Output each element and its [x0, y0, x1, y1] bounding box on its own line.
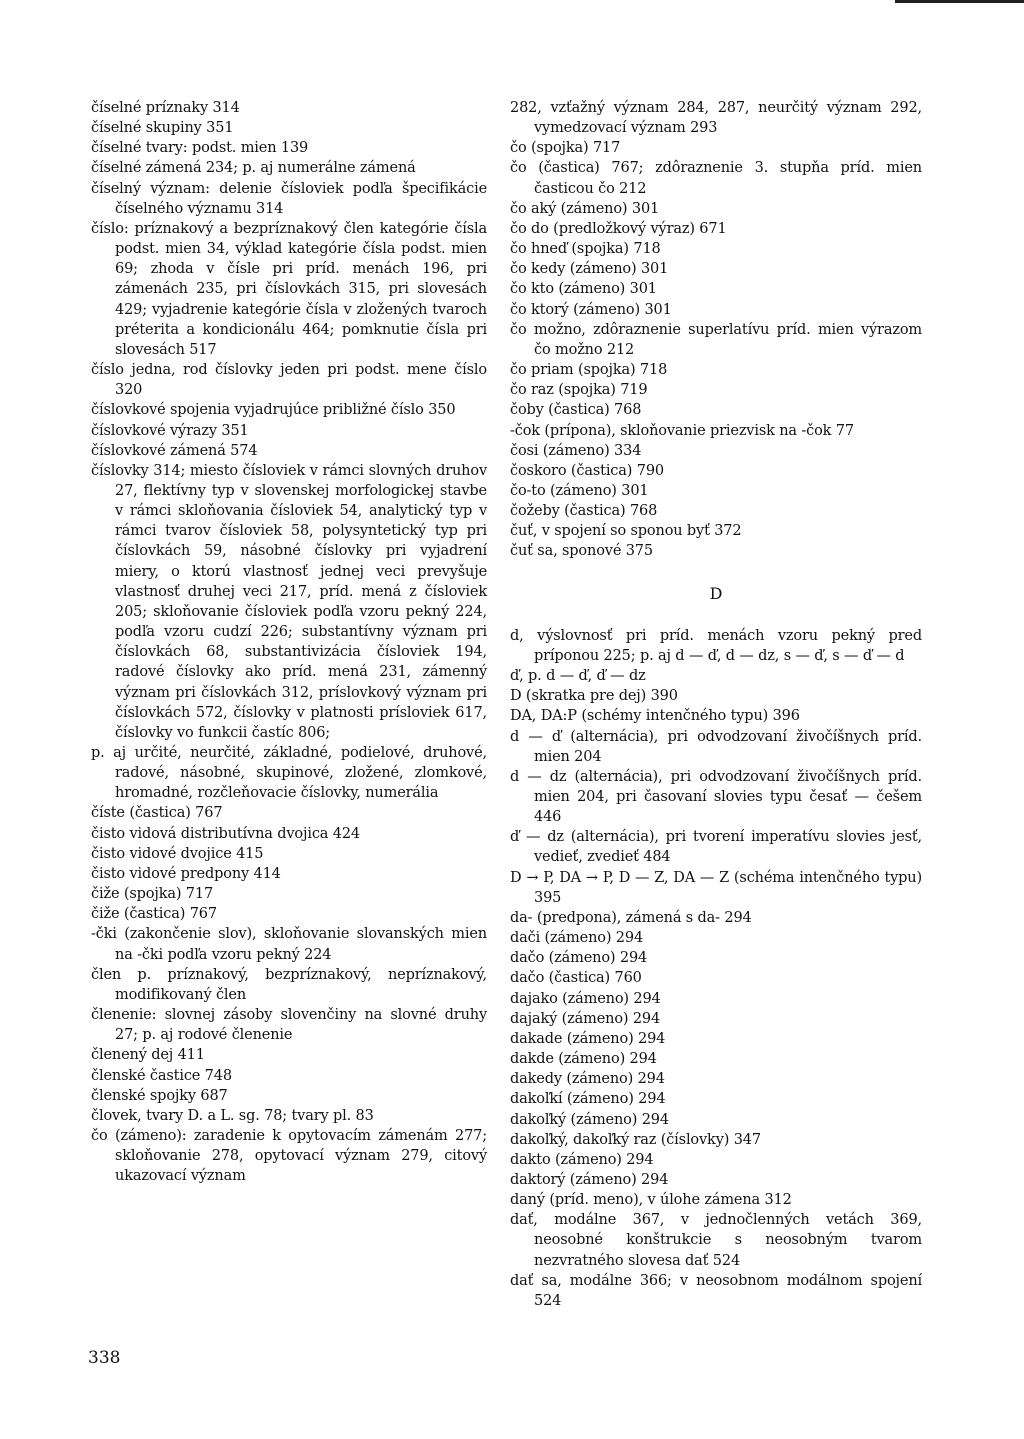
index-entry: čo raz (spojka) 719: [510, 382, 648, 399]
scan-edge-mark: [895, 0, 1024, 3]
right-column: [510, 98, 922, 1311]
index-entry: číslovky 314; miesto čísloviek v rámci slovných druhov 27, flektívny typ v slovenskej morfologickej stavbe v rámci skloňovania čísloviek 54, analytický typ v rámci tvarov čísloviek 58, polysyntetický typ pri číslovkách 59, násobné číslovky pri vyjadrení miery, o ktorú vlastnosť jednej veci prevyšuje vlastnosť druhej veci 217, príd. mená z čísloviek 205; skloňovanie čísloviek podľa vzoru pekný 224, podľa vzoru cudzí 226; substantívny význam pri číslovkách 68, substantivizácia čísloviek 194, radové číslovky ako príd. mená 231, zámenný význam pri číslovkách 312, príslovkový význam pri číslovkách 572, číslovky v platnosti prísloviek 617, číslovky vo funkcii častíc 806;: [91, 462, 487, 741]
index-entry: čo možno, zdôraznenie superlatívu príd. mien výrazom čo možno 212: [510, 321, 922, 358]
index-entry: D → P, DA → P, D — Z, DA — Z (schéma intenčného typu) 395: [510, 869, 922, 906]
index-entry: dačo (zámeno) 294: [510, 950, 648, 967]
index-entry: číselné tvary: podst. mien 139: [91, 140, 309, 157]
index-entry: členenie: slovnej zásoby slovenčiny na slovné druhy 27; p. aj rodové členenie: [91, 1007, 487, 1044]
index-entry: dakoľkí (zámeno) 294: [510, 1091, 666, 1108]
index-entry: čo kto (zámeno) 301: [510, 281, 657, 298]
index-entry: číslo jedna, rod číslovky jeden pri podst. mene číslo 320: [91, 362, 487, 399]
index-entry: D (skratka pre dej) 390: [510, 688, 678, 705]
index-entry: číslovkové zámená 574: [91, 442, 258, 459]
index-entry: členské častice 748: [91, 1067, 232, 1084]
page-number: 338: [88, 1348, 121, 1368]
index-entry: ď — dz (alternácia), pri tvorení imperatívu slovies jesť, vedieť, zvedieť 484: [510, 829, 922, 866]
right-column-entries-c: [510, 98, 922, 562]
index-entry: čo do (predložkový výraz) 671: [510, 220, 727, 237]
index-entry: čo kedy (zámeno) 301: [510, 261, 669, 278]
index-entry: dakoľký (zámeno) 294: [510, 1111, 669, 1128]
index-entry: dakde (zámeno) 294: [510, 1051, 657, 1068]
index-entry: členený dej 411: [91, 1047, 205, 1064]
index-entry: číselné príznaky 314: [91, 100, 240, 116]
index-entry: čiže (častica) 767: [91, 906, 217, 923]
index-entry: -čok (prípona), skloňovanie priezvisk na -čok 77: [510, 422, 854, 439]
index-entry: dači (zámeno) 294: [510, 930, 644, 947]
index-entry: dať, modálne 367, v jednočlenných vetách 369, neosobné konštrukcie s neosobným tvarom nezvratného slovesa dať 524: [510, 1212, 922, 1269]
right-column-entries-d: [510, 626, 922, 1311]
index-entry: čiže (spojka) 717: [91, 886, 214, 903]
index-entry: číste (častica) 767: [91, 805, 223, 822]
index-entry: čo priam (spojka) 718: [510, 362, 668, 379]
index-entry: da- (predpona), zámená s da- 294: [510, 909, 752, 926]
index-entry: daný (príd. meno), v úlohe zámena 312: [510, 1192, 792, 1209]
index-entry: dakoľký, dakoľký raz (číslovky) 347: [510, 1131, 761, 1148]
index-entry: čoby (častica) 768: [510, 402, 642, 419]
index-entry: čo (zámeno): zaradenie k opytovacím zámenám 277; skloňovanie 278, opytovací význam 279, citový ukazovací význam: [91, 1127, 487, 1185]
index-entry: p. aj určité, neurčité, základné, podielové, druhové, radové, násobné, skupinové, zložené, zlomkové, hromadné, rozčleňovacie číslovky, numerália: [91, 745, 487, 802]
index-entry: čo (spojka) 717: [510, 140, 621, 157]
index-entry: číslovkové výrazy 351: [91, 422, 249, 439]
left-column: [91, 98, 487, 1186]
index-entry: číslovkové spojenia vyjadrujúce približné číslo 350: [91, 402, 456, 419]
index-entry: čo (častica) 767; zdôraznenie 3. stupňa príd. mien časticou čo 212: [510, 160, 922, 197]
index-entry: čisto vidové predpony 414: [91, 865, 281, 882]
index-entry: dajako (zámeno) 294: [510, 990, 661, 1007]
section-letter-heading: D: [709, 583, 723, 603]
index-entry: daktorý (zámeno) 294: [510, 1171, 669, 1188]
index-entry: dačo (častica) 760: [510, 970, 642, 987]
index-entry: dakedy (zámeno) 294: [510, 1071, 665, 1088]
index-entry: číselné skupiny 351: [91, 120, 234, 137]
index-entry: čuť sa, sponové 375: [510, 543, 653, 560]
index-entry: dakade (zámeno) 294: [510, 1030, 666, 1047]
index-entry: číselný význam: delenie čísloviek podľa špecifikácie číselného významu 314: [91, 180, 487, 217]
index-entry: čo ktorý (zámeno) 301: [510, 301, 672, 318]
index-entry: -čki (zakončenie slov), skloňovanie slovanských mien na -čki podľa vzoru pekný 224: [91, 926, 487, 963]
index-entry: DA, DA:P (schémy intenčného typu) 396: [510, 708, 800, 725]
index-entry: čoskoro (častica) 790: [510, 462, 664, 479]
index-entry: človek, tvary D. a L. sg. 78; tvary pl. 83: [91, 1107, 374, 1124]
index-entry: d — dz (alternácia), pri odvodzovaní živočíšnych príd. mien 204, pri časovaní slovies typu česať — češem 446: [510, 768, 922, 826]
index-entry: čuť, v spojení so sponou byť 372: [510, 523, 742, 540]
index-entry: čožeby (častica) 768: [510, 503, 658, 520]
index-entry: číslo: príznakový a bezpríznakový člen kategórie čísla podst. mien 34, výklad kategórie čísla podst. mien 69; zhoda v čísle pri príd. menách 196, pri zámenách 235, pri číslovkách 315, pri slovesách 429; vyjadrenie kategórie čísla v zložených tvaroch préterita a kondicionálu 464; pomknutie čísla pri slovesách 517: [91, 220, 487, 358]
index-entry: číselné zámená 234; p. aj numerálne zámená: [91, 160, 416, 177]
index-entry: dať sa, modálne 366; v neosobnom modálnom spojení 524: [510, 1272, 922, 1309]
index-entry: dakto (zámeno) 294: [510, 1151, 654, 1168]
index-entry: čo-to (zámeno) 301: [510, 482, 649, 499]
index-entry: čisto vidová distributívna dvojica 424: [91, 825, 360, 842]
index-entry: dajaký (zámeno) 294: [510, 1010, 661, 1027]
index-entry: 282, vzťažný význam 284, 287, neurčitý význam 292, vymedzovací význam 293: [510, 100, 922, 137]
index-entry: čo hneď (spojka) 718: [510, 241, 661, 258]
index-entry: člen p. príznakový, bezpríznakový, nepríznakový, modifikovaný člen: [91, 966, 487, 1003]
index-entry: čosi (zámeno) 334: [510, 442, 642, 459]
index-entry: čo aký (zámeno) 301: [510, 200, 660, 217]
index-entry: d, výslovnosť pri príd. menách vzoru pekný pred príponou 225; p. aj d — ď, d — dz, s — ď, s — ď — d: [510, 627, 922, 664]
index-entry: členské spojky 687: [91, 1087, 228, 1104]
index-entry: ď, p. d — ď, ď — dz: [510, 668, 646, 685]
index-entry: d — ď (alternácia), pri odvodzovaní živočíšnych príd. mien 204: [510, 728, 922, 765]
index-entry: čisto vidové dvojice 415: [91, 845, 264, 862]
